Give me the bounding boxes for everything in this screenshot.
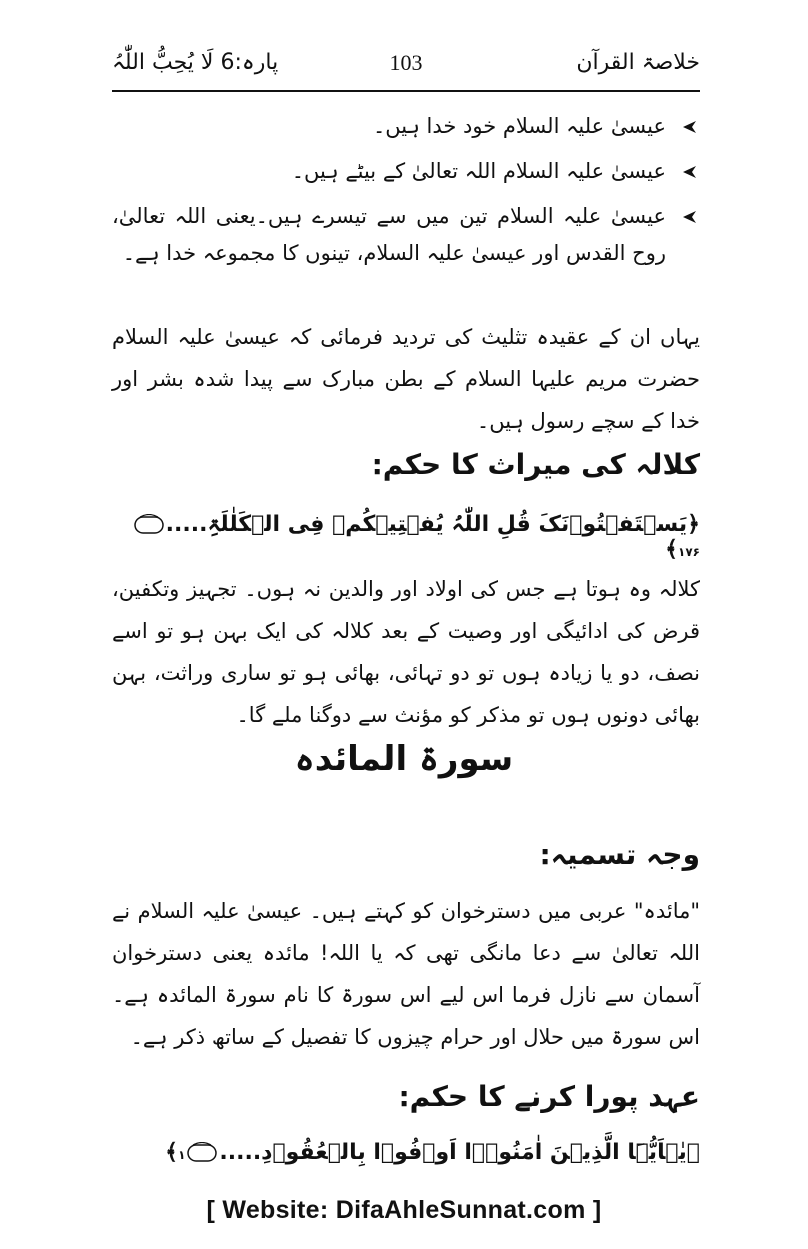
verse-text: ﴿یَسۡتَفۡتُوۡنَکَ قُلِ اللّٰہُ یُفۡتِیۡکُمۡ فِی الۡکَلٰلَۃِ..... [165, 512, 700, 537]
website-footer: [ Website: DifaAhleSunnat.com ] [206, 1196, 602, 1224]
verse-close: ﴾ [665, 537, 679, 562]
ayah-number-icon [134, 514, 164, 536]
verse-text: ﴿یٰۤاَیُّہَا الَّذِیۡنَ اٰمَنُوۡۤا اَوۡفُوۡا بِالۡعُقُوۡدِ..... [219, 1140, 700, 1165]
arrow-bullet-icon [680, 118, 698, 136]
verse-number: ۱ [178, 1148, 186, 1162]
verse-number: ۱۷۶ [678, 545, 700, 559]
list-item [112, 108, 700, 145]
beliefs-list [112, 108, 700, 272]
covenant-heading: عہد پورا کرنے کا حکم: [398, 1080, 700, 1113]
arrow-bullet-icon [680, 163, 698, 181]
book-title: خلاصۃ القرآن [576, 50, 700, 75]
ayah-number-icon [187, 1142, 217, 1164]
list-item-text: عیسیٰ علیہ السلام تین میں سے تیسرے ہیں۔یعنی اللہ تعالیٰ، روح القدس اور عیسیٰ علیہ السلام، تینوں کا مجموعہ خدا ہے۔ [112, 204, 666, 265]
trinity-paragraph: یہاں ان کے عقیدہ تثلیث کی تردید فرمائی کہ عیسیٰ علیہ السلام حضرت مریم علیہا السلام کے بطن مبارک سے پیدا شدہ بشر اور خدا کے سچے رسول ہیں۔ [112, 325, 700, 433]
surah-title: سورۃ المائدہ [294, 739, 514, 779]
verse-close: ﴾ [165, 1140, 179, 1165]
juz-label: پارہ:6 لَا یُحِبُّ اللّٰہُ [112, 50, 279, 75]
list-item [112, 153, 700, 190]
naming-heading: وجہ تسمیہ: [539, 838, 700, 871]
page-header [112, 44, 700, 92]
list-item-text: عیسیٰ علیہ السلام خود خدا ہیں۔ [372, 114, 666, 138]
page-number: 103 [389, 50, 423, 75]
kalala-heading: کلالہ کی میراث کا حکم: [371, 448, 700, 481]
covenant-verse [112, 1140, 700, 1165]
list-item-text: عیسیٰ علیہ السلام اللہ تعالیٰ کے بیٹے ہیں۔ [291, 159, 666, 183]
arrow-bullet-icon [680, 208, 698, 226]
kalala-paragraph: کلالہ وہ ہوتا ہے جس کی اولاد اور والدین نہ ہوں۔ تجہیز وتکفین، قرض کی ادائیگی اور وصیت کے بعد کلالہ کی ایک بہن ہو تو اسے نصف، دو یا زیادہ ہوں تو دو تہائی، بھائی ہو تو ساری وراثت، بہن بھائی دونوں ہوں تو مذکر کو مؤنث سے دوگنا ملے گا۔ [112, 577, 700, 727]
kalala-verse [112, 512, 700, 562]
list-item [112, 198, 700, 272]
naming-paragraph: "مائدہ" عربی میں دسترخوان کو کہتے ہیں۔ عیسیٰ علیہ السلام نے اللہ تعالیٰ سے دعا مانگی تھی کہ یا اللہ! مائدہ یعنی دسترخوان آسمان سے نازل فرما اس لیے اس سورۃ کا نام سورۃ المائدہ ہے۔ اس سورۃ میں حلال اور حرام چیزوں کا تفصیل کے ساتھ ذکر ہے۔ [112, 899, 700, 1049]
